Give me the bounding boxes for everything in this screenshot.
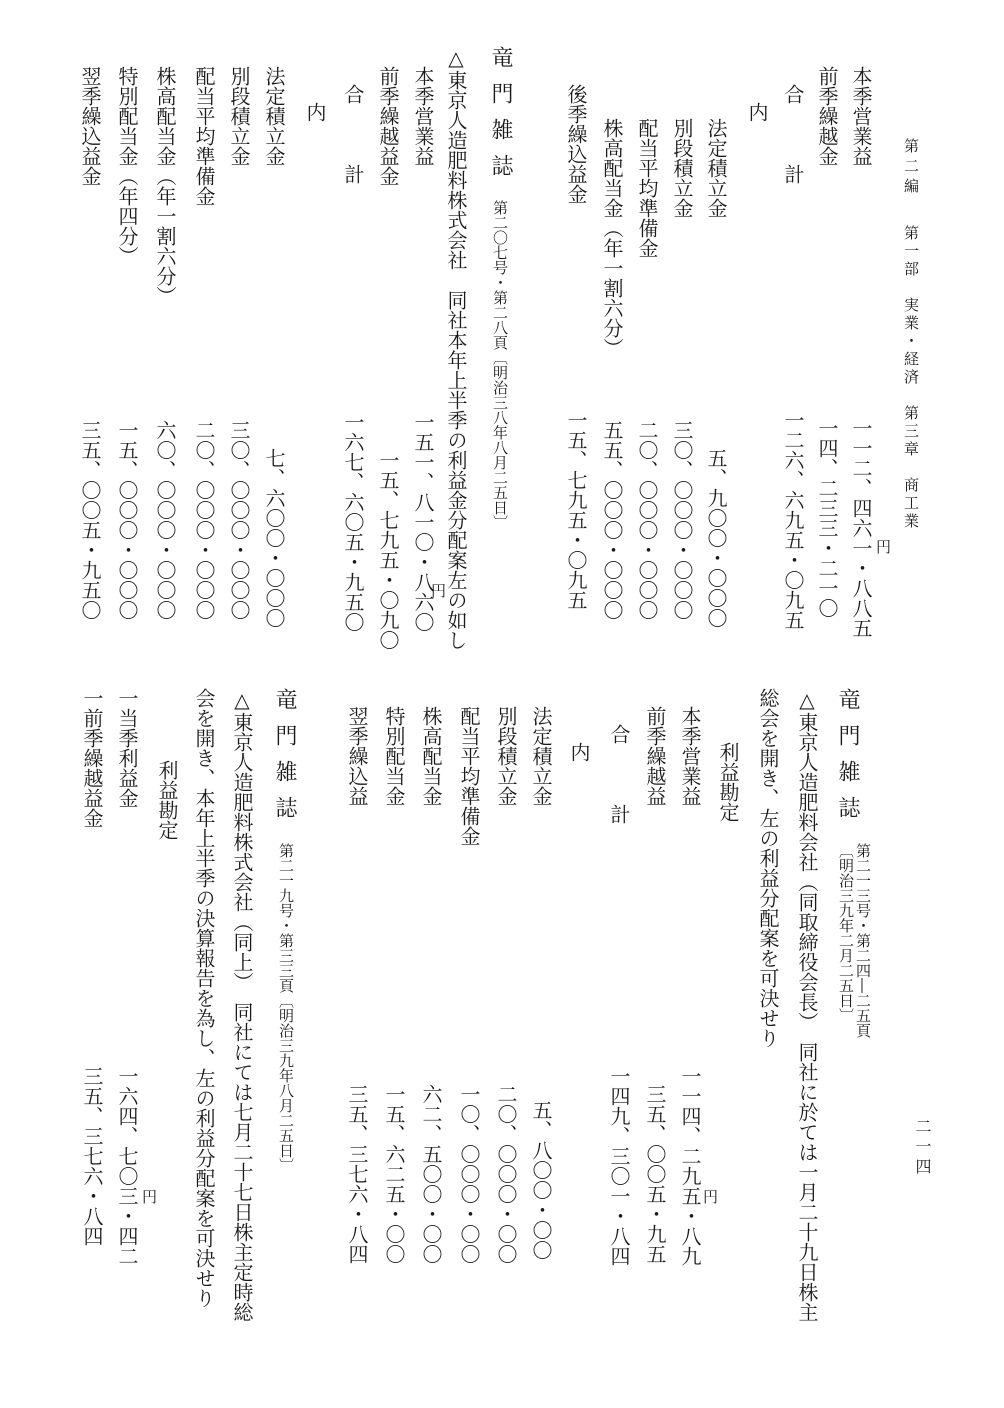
label-special-reserve: 別段積立金 [227, 66, 251, 166]
header-chapter: 第三章 商工業 [902, 405, 920, 531]
label-dividend-equalization: 配当平均準備金 [635, 118, 659, 258]
value-dividend-equalization: 一〇、〇〇〇・〇〇 [457, 1084, 481, 1264]
label-legal-reserve: 法定積立金 [704, 118, 728, 218]
value-prev-carryover: 三五、三七六・八四 [80, 1066, 104, 1246]
label-prev-carryover: 前季繰越益金 [376, 66, 400, 186]
value-legal-reserve: 五、八〇〇・〇〇 [529, 1100, 553, 1260]
label-current-income: 本季営業益 [849, 66, 873, 166]
label-dividend-equalization: 配当平均準備金 [192, 66, 216, 206]
header-part: 第二編 [902, 138, 920, 198]
value-prev-carryover: 三五、〇〇五・九五 [643, 1084, 667, 1264]
journal-citation: 第二〇七号・第二八頁〔明治三八年八月二五日〕 [491, 200, 509, 530]
value-next-carryover: 一五、七九五・〇九五 [564, 410, 588, 610]
label-special-reserve: 別段積立金 [494, 706, 518, 806]
notice-text: △東京人造肥料株式会社（同上） 同社にては七月二十七日株主定時総 [230, 688, 254, 1322]
label-total: 合 計 [607, 724, 631, 844]
yen-mark: 円 [431, 582, 447, 600]
value-prev-carryover: 一四、二三三・二一〇 [815, 418, 839, 618]
page-number: 二一四 [913, 1118, 932, 1178]
label-current-income: 本季営業益 [678, 706, 702, 806]
yen-mark: 円 [876, 538, 892, 556]
section-heading: 利益勘定 [716, 742, 740, 822]
value-shareholder-dividend: 五五、〇〇〇・〇〇〇 [600, 420, 624, 620]
yen-mark: 円 [703, 1188, 719, 1206]
value-legal-reserve: 七、六〇〇・〇〇〇 [262, 448, 286, 628]
journal-citation-date: 〔明治三九年二月二五日〕 [837, 843, 855, 1023]
journal-title: 竜門雑誌 [272, 688, 297, 832]
label-next-carryover: 翌季繰込益 [345, 706, 369, 806]
label-current-income: 一当季利益金 [115, 688, 139, 808]
label-shareholder-dividend: 株高配当金（年一割六分） [600, 118, 624, 358]
label-shareholder-dividend: 株高配当金（年一割六分） [153, 66, 177, 306]
label-special-dividend: 特別配当金（年四分） [115, 66, 139, 266]
label-prev-carryover: 一前季繰越益金 [80, 688, 104, 828]
label-shareholder-dividend: 株高配当金 [419, 706, 443, 806]
notice-text: △東京人造肥料株式会社 同社本年上半季の利益金分配案左の如し [444, 46, 468, 650]
value-special-reserve: 三〇、〇〇〇・〇〇〇 [227, 420, 251, 620]
value-special-reserve: 二〇、〇〇〇・〇〇 [494, 1084, 518, 1264]
notice-text-continued: 総会を開き、左の利益分配案を可決せり [756, 688, 780, 1048]
value-special-dividend: 一五、六二五・〇〇 [382, 1084, 406, 1264]
yen-mark: 円 [142, 1188, 158, 1206]
label-total: 合 計 [341, 84, 365, 204]
label-legal-reserve: 法定積立金 [529, 706, 553, 806]
value-shareholder-dividend: 六二、五〇〇・〇〇 [419, 1084, 443, 1264]
label-total: 合 計 [781, 84, 805, 204]
value-total: 一六七、六〇五・九五〇 [341, 412, 365, 632]
value-special-reserve: 三〇、〇〇〇・〇〇〇 [670, 420, 694, 620]
label-next-carryover: 翌季繰込益金 [78, 66, 102, 186]
journal-title: 竜門雑誌 [835, 688, 860, 832]
value-next-carryover: 三五、〇〇五・九五〇 [78, 420, 102, 620]
value-current-income: 一五一、八一〇・八六〇 [411, 412, 435, 632]
label-prev-carryover: 前季繰越益 [643, 706, 667, 806]
value-next-carryover: 三五、三七六・八四 [345, 1084, 369, 1264]
label-special-dividend: 特別配当金 [382, 706, 406, 806]
value-shareholder-dividend: 六〇、〇〇〇・〇〇〇 [153, 420, 177, 620]
value-total: 一四九、三〇一・八四 [607, 1066, 631, 1266]
value-dividend-equalization: 二〇、〇〇〇・〇〇〇 [192, 420, 216, 620]
label-dividend-equalization: 配当平均準備金 [457, 706, 481, 846]
value-dividend-equalization: 二〇、〇〇〇・〇〇〇 [635, 420, 659, 620]
label-prev-carryover: 前季繰越金 [815, 66, 839, 166]
journal-citation: 第二一三号・第二四―二五頁 [854, 843, 872, 1038]
header-section: 第一部 実業・経済 [902, 225, 920, 387]
value-current-income: 一一四、二九五・八九 [678, 1066, 702, 1266]
label-breakdown: 内 [303, 102, 327, 122]
journal-citation: 第二一九号・第三三頁〔明治三九年八月二五日〕 [277, 843, 295, 1173]
label-current-income: 本季営業益 [411, 66, 435, 166]
label-breakdown: 内 [745, 102, 769, 122]
label-next-carryover: 後季繰込益金 [564, 84, 588, 204]
notice-text-continued: 会を開き、本年上半季の決算報告を為し、左の利益分配案を可決せり [192, 688, 216, 1308]
label-breakdown: 内 [567, 742, 591, 762]
section-heading: 利益勘定 [155, 760, 179, 840]
label-special-reserve: 別段積立金 [670, 118, 694, 218]
value-legal-reserve: 五、九〇〇・〇〇〇 [704, 448, 728, 628]
value-special-dividend: 一五、〇〇〇・〇〇〇 [115, 420, 139, 620]
value-total: 一二六、六九五・〇九五 [781, 410, 805, 630]
value-current-income: 一一二、四六一・八八五 [849, 418, 873, 638]
label-legal-reserve: 法定積立金 [262, 66, 286, 166]
value-prev-carryover: 一五、七九五・〇九〇 [376, 450, 400, 650]
notice-text: △東京人造肥料会社（同取締役会長） 同社に於ては一月二十九日株主 [795, 688, 819, 1322]
journal-title: 竜門雑誌 [488, 46, 513, 190]
value-current-income: 一六四、七〇三・四二 [115, 1066, 139, 1266]
